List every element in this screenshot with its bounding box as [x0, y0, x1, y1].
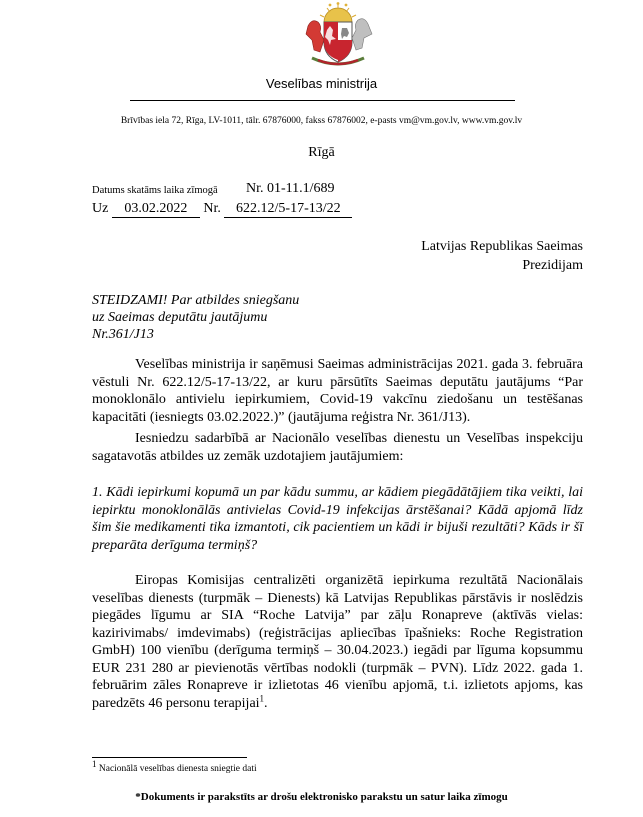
footnote-marker: 1: [92, 759, 97, 769]
reply-date: 03.02.2022: [112, 200, 200, 218]
header-divider: [130, 100, 515, 101]
footnote-text: Nacionālā veselības dienesta sniegtie dati: [98, 764, 257, 775]
signature-note: *Dokuments ir parakstīts ar drošu elektronisko parakstu un satur laika zīmogu: [135, 791, 508, 803]
reply-prefix: Uz: [92, 201, 109, 216]
date-label: Datums skatāms laika zīmogā: [92, 185, 218, 196]
document-number: [246, 181, 335, 197]
footnote-divider: [92, 757, 247, 758]
paragraph-2-text: Iesniedzu sadarbībā ar Nacionālo veselības dienestu un Veselības inspekciju sagatavotās atbildes uz zemāk uzdotajiem jautājumiem:: [92, 431, 583, 464]
footnote-reference: 1: [259, 692, 265, 703]
body-paragraph-2: [92, 430, 583, 465]
paragraph-3-text: Eiropas Komisijas centralizēti organizētā iepirkuma rezultātā Nacionālais veselības dienests (turpmāk – Dienests) kā Latvijas Republikas pārstāvis ir noslēdzis piegādes līgumu ar SIA “Roche Latvija” par zāļu Ronapreve (aktīvās vielas: kazirivimabs/ imdevimabs) (reģistrācijas apliecības īpašnieks: Roche Registration GmbH) 100 vienību (derīguma termiņš – 30.04.2023.) iegādi par līguma kopsummu EUR 231 280 ar pievienotās vērtības nodokli (turpmāk – PVN). Līdz 2022. gada 1. februārim zāles Ronapreve ir izlietotas 46 vienību apjomā, t.i. izlietots apjoms, kas paredzēts 46 personu terapijai$^1$.: [92, 573, 583, 711]
reply-reference: [92, 200, 352, 218]
reply-number: 622.12/5-17-13/22: [224, 200, 352, 218]
ministry-address: Brīvības iela 72, Rīga, LV-1011, tālr. 67876000, fakss 67876002, e-pasts vm@vm.gov.lv, www.vm.gov.lv: [120, 116, 523, 126]
coat-of-arms-emblem: [294, 2, 382, 68]
number-value: 01-11.1/689: [267, 181, 335, 196]
body-paragraph-1: [92, 356, 583, 426]
paragraph-3-content: Eiropas Komisijas centralizēti organizētā iepirkuma rezultātā Nacionālais veselības dienests (turpmāk – Dienests) kā Latvijas Republikas pārstāvis ir noslēdzis piegādes līgumu ar SIA “Roche Latvija” par zāļu Ronapreve (aktīvās vielas: kazirivimabs/ imdevimabs) (reģistrācijas apliecības īpašnieks: Roche Registration GmbH) 100 vienību (derīguma termiņš – 30.04.2023.) iegādi par līguma kopsummu EUR 231 280 ar pievienotās vērtības nodokli (turpmāk – PVN). Līdz 2022. gada 1. februārim zāles Ronapreve ir izlietotas 46 vienību apjomā, t.i. izlietots apjoms, kas paredzēts 46 personu terapijai: [92, 573, 583, 711]
city-name: Rīgā: [308, 145, 335, 160]
reply-number-prefix: Nr.: [203, 201, 221, 216]
subject-line-1: STEIDZAMI! Par atbildes sniegšanu: [92, 293, 300, 308]
paragraph-1-text: Veselības ministrija ir saņēmusi Saeimas administrācijas 2021. gada 3. februāra vēstuli Nr. 622.12/5-17-13/22, ar kuru pārsūtīts Saeimas deputātu jautājums “Par monoklonālo antivielu iepirkumiem, Covid-19 vakcīnu ziedošanu un testēšanas kapacitāti (iesniegts 03.02.2022.)” (jautājuma reģistra Nr. 361/J13).: [92, 357, 583, 425]
number-prefix: Nr.: [246, 181, 264, 196]
ministry-name: Veselības ministrija: [265, 76, 378, 91]
subject-line-2: uz Saeimas deputātu jautājumu: [92, 310, 268, 325]
subject-line-3: Nr.361/J13: [92, 327, 154, 342]
subject-block: [92, 292, 299, 343]
recipient-line-2: Prezidijam: [522, 258, 583, 273]
footnote: [92, 759, 257, 775]
recipient-line-1: Latvijas Republikas Saeimas: [421, 239, 583, 254]
body-paragraph-3: [92, 572, 583, 712]
recipient-block: [330, 237, 583, 275]
question-1: 1. Kādi iepirkumi kopumā un par kādu summu, ar kādiem piegādātājiem tika veikti, lai iepirktu monoklonālās antivielas Covid-19 infekcijas ārstēšanai? Kādā apjomā līdz šim šie medikamenti tika izmantoti, cik pacientiem un kādi ir bijuši rezultāti? Kāds ir šī preparāta derīguma termiņš?: [92, 485, 583, 553]
